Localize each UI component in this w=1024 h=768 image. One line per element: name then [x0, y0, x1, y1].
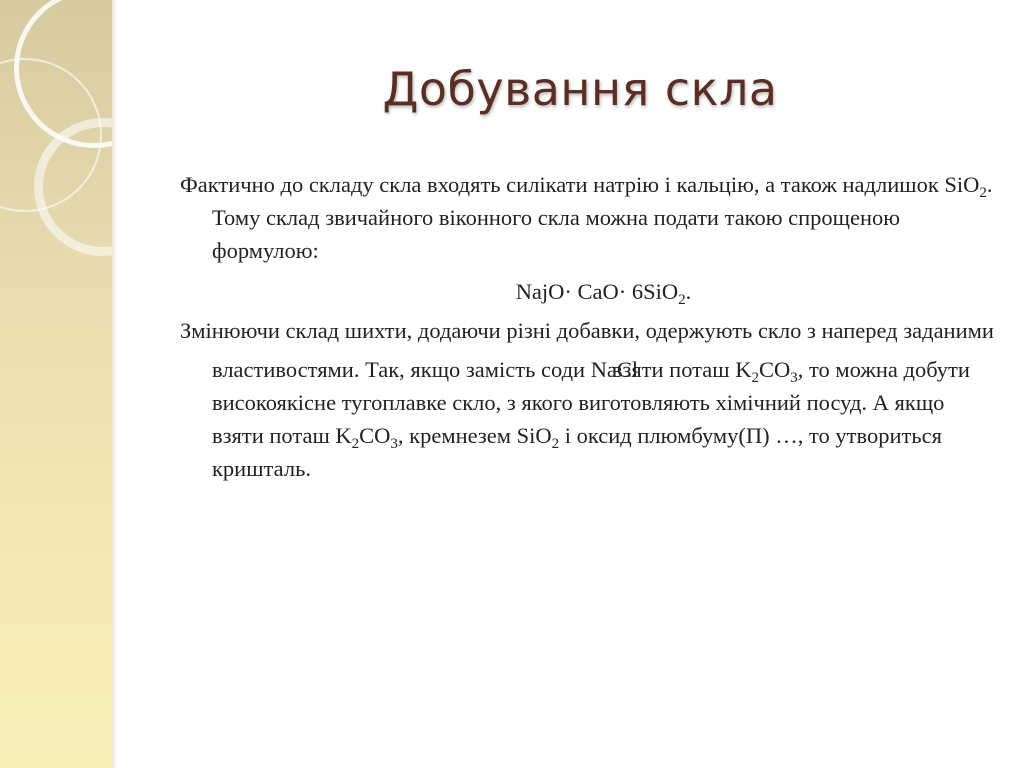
decorative-side-band [0, 0, 112, 768]
text-run: , кремнезем SiO [397, 423, 552, 448]
subscript: 3 [390, 436, 398, 452]
slide-title: Добування скла [382, 62, 778, 116]
side-band-edge [112, 0, 117, 768]
subscript: 3 [790, 370, 798, 386]
text-run: , то можна добути високоякісне тугоплавке скло, з якого виготовляють хімічний посуд. А якщо взяти поташ K [212, 357, 970, 448]
subscript: 2 [351, 436, 360, 452]
text-run: взяти поташ K [611, 357, 752, 382]
subscript: 2 [979, 185, 987, 201]
paragraph-composition [180, 168, 995, 267]
subscript: 2 [751, 370, 759, 386]
subscript: 2 [551, 436, 560, 452]
text-run: і оксид плюмбуму(П) …, то утвориться кришталь. [212, 423, 942, 481]
text-run: NajO· CaO· 6SiO [515, 279, 679, 304]
text-run: CO [359, 423, 391, 448]
text-run: CO [758, 357, 791, 382]
glass-formula [180, 275, 995, 308]
paragraph-additives [180, 314, 995, 485]
text-run: Змінюючи склад шихти, додаючи різні добавки, одержують скло з наперед заданими властивостями. Так, якщо замість соди NaCl [180, 318, 994, 382]
slide-body [180, 168, 995, 485]
text-run: . Тому склад звичайного віконного скла можна подати такою спрощеною формулою: [212, 172, 993, 263]
subscript: 2 [678, 292, 686, 308]
text-run: Фактично до складу скла входять силікати натрію і кальцію, а також надлишок SiO [180, 172, 980, 197]
text-run: . [685, 279, 692, 304]
